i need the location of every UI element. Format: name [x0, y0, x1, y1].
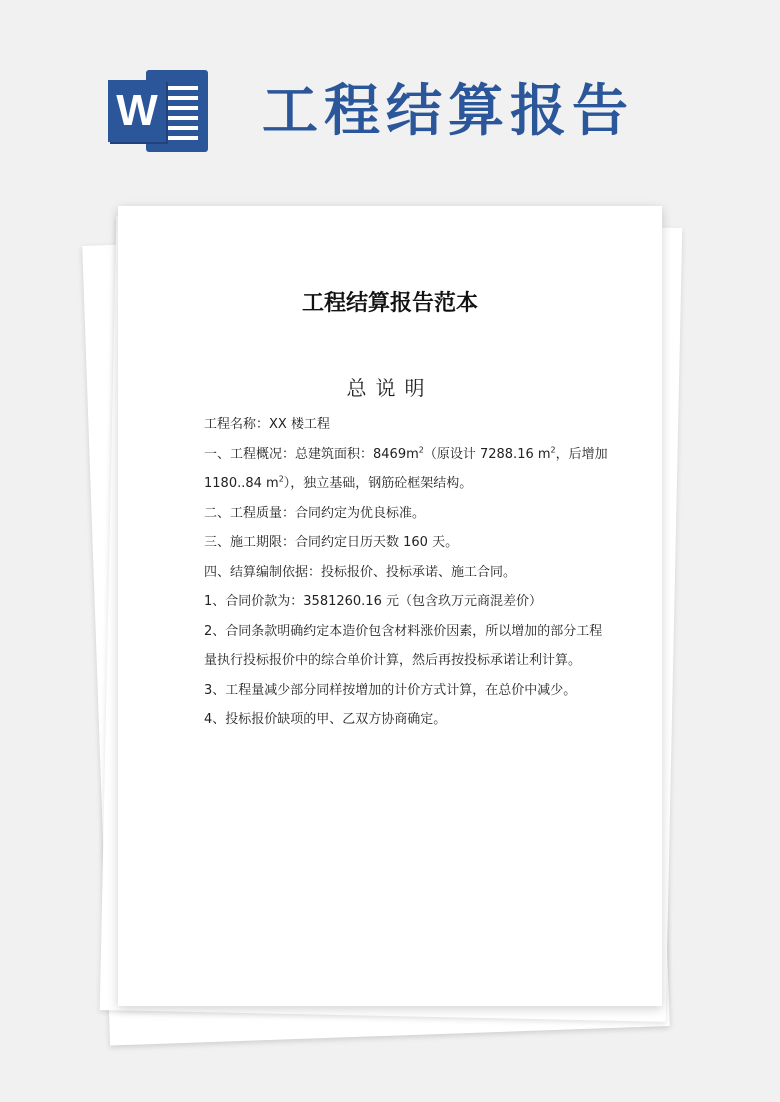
section-title: 总说明 [346, 376, 434, 400]
header-title: 工程结算报告 [262, 79, 634, 144]
overview-text-4: ），独立基础，钢筋砼框架结构。 [283, 476, 473, 491]
list-item-4: 4、投标报价缺项的甲、乙双方协商确定。 [204, 712, 447, 727]
header [0, 0, 780, 200]
overview-text-1: 一、工程概况：总建筑面积：8469m [204, 446, 419, 462]
overview-text-2: （原设计 7288.16 m [423, 446, 551, 462]
superscript-2: 2 [418, 445, 424, 455]
overview-text-3: ，后增加 1180..84 m [204, 446, 608, 491]
document-page [118, 206, 662, 1006]
superscript-2: 2 [550, 445, 556, 455]
quality-line: 二、工程质量：合同约定为优良标准。 [204, 505, 426, 521]
basis-line: 四、结算编制依据：投标报价、投标承诺、施工合同。 [204, 564, 517, 580]
superscript-2: 2 [278, 474, 284, 484]
word-logo-icon [108, 70, 208, 152]
overview-paragraph [204, 440, 608, 499]
word-logo-letter: W [108, 80, 166, 142]
list-item-1: 1、合同价款为：3581260.16 元（包含玖万元商混差价） [204, 594, 542, 609]
project-name-line: 工程名称：XX 楼工程 [204, 417, 330, 432]
list-item-3: 3、工程量减少部分同样按增加的计价方式计算，在总价中减少。 [204, 682, 577, 698]
list-item-2: 2、合同条款明确约定本造价包含材料涨价因素，所以增加的部分工程量执行投标报价中的综合单价计算，然后再按投标承诺让利计算。 [204, 623, 603, 668]
document-title: 工程结算报告范本 [301, 291, 478, 316]
period-line: 三、施工期限：合同约定日历天数 160 天。 [204, 535, 459, 550]
document-body [204, 410, 608, 735]
